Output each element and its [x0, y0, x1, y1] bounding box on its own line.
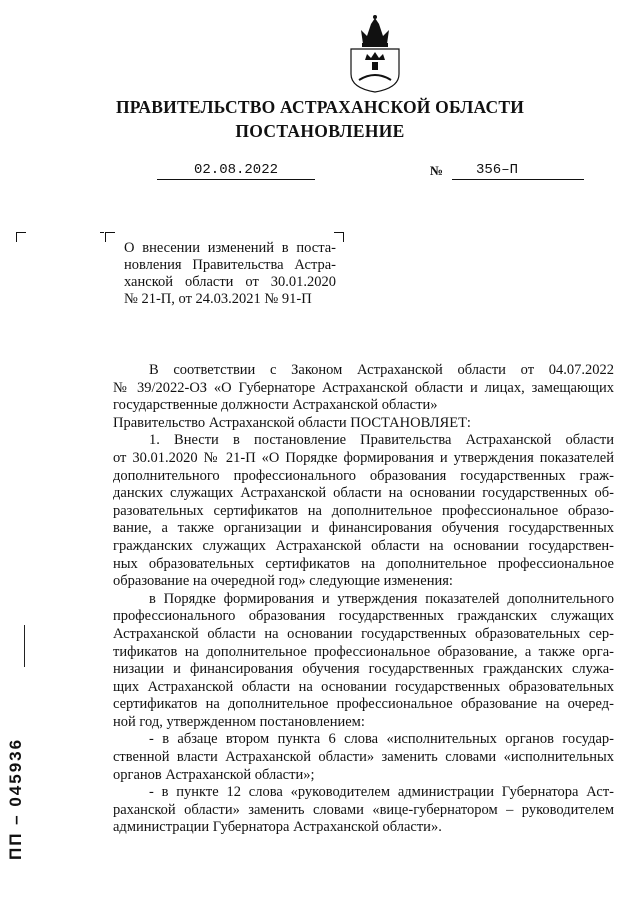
body-line: Правительство Астраханской области ПОСТАНОВЛЯЕТ:: [113, 414, 471, 431]
form-serial-number: ПП – 045936: [6, 737, 25, 860]
body-line: низации и финансирования обучения государственных гражданских служа-: [113, 661, 614, 678]
body-line: - в пункте 12 слова «руководителем администрации Губернатора Аст-: [149, 784, 614, 801]
corner-mark: [105, 232, 115, 242]
document-subject: [124, 240, 336, 308]
body-line: - в абзаце втором пункта 6 слова «исполнительных органов государ-: [149, 731, 614, 748]
corner-mark: [100, 232, 104, 233]
body-line: ственной власти Астраханской области» заменить словами «исполнительных: [113, 749, 614, 766]
body-line: ной год, утвержденном постановлением:: [113, 713, 365, 730]
document-date: 02.08.2022: [193, 162, 278, 178]
subject-line: новления Правительства Астра-: [124, 257, 336, 273]
document-number: 356–П: [475, 162, 518, 178]
body-line: органов Астраханской области»;: [113, 766, 315, 783]
body-line: профессионального образования государственных гражданских служащих: [113, 608, 614, 625]
body-line: образование на очередной год» следующие изменения:: [113, 573, 453, 590]
body-line: гражданских служащих Астраханской области на основании государствен-: [113, 537, 614, 554]
document-body: [113, 362, 614, 837]
body-line: вание, а также организации и финансирования обучения государственных: [113, 520, 614, 537]
corner-mark: [16, 232, 26, 242]
body-line: дополнительного профессионального образования государственных граж-: [113, 467, 614, 484]
body-line: № 39/2022-ОЗ «О Губернаторе Астраханской области и лицах, замещающих: [113, 379, 614, 396]
coat-of-arms-icon: [345, 14, 405, 94]
subject-line: № 21-П, от 24.03.2021 № 91-П: [124, 291, 312, 307]
date-underline: [157, 179, 315, 180]
body-line: от 30.01.2020 № 21-П «О Порядке формирования и утверждения показателей: [113, 449, 614, 466]
body-line: государственные должности Астраханской области»: [113, 397, 438, 414]
body-line: в Порядке формирования и утверждения показателей дополнительного: [149, 590, 614, 607]
body-line: администрации Губернатора Астраханской области».: [113, 819, 442, 836]
body-line: раханской области» заменить словами «вице-губернатором – руководителем: [113, 801, 614, 818]
body-line: В соответствии с Законом Астраханской области от 04.07.2022: [149, 362, 614, 378]
body-line: щих Астраханской области на основании государственных образовательных: [113, 678, 614, 695]
number-sign: №: [430, 163, 444, 178]
number-underline: [452, 179, 584, 180]
subject-line: О внесении изменений в поста-: [124, 240, 336, 256]
body-line: разовательных сертификатов на дополнительное профессиональное образо-: [113, 502, 614, 519]
body-line: сертификатов на дополнительное профессиональное образование на очеред-: [113, 696, 614, 713]
body-line: тификатов на дополнительное профессиональное образование, а также орга-: [113, 643, 614, 660]
body-line: ных образовательных сертификатов на дополнительное профессиональное: [113, 555, 614, 572]
body-line: данских служащих Астраханской области на основании государственных об-: [113, 485, 614, 502]
body-line: 1. Внести в постановление Правительства Астраханской области: [149, 432, 614, 449]
margin-mark: [24, 625, 25, 667]
organization-title: ПРАВИТЕЛЬСТВО АСТРАХАНСКОЙ ОБЛАСТИ: [115, 97, 525, 117]
document-type: ПОСТАНОВЛЕНИЕ: [235, 121, 405, 141]
body-line: Астраханской области на основании государственных образовательных сер-: [113, 625, 614, 642]
subject-line: ханской области от 30.01.2020: [124, 274, 336, 290]
